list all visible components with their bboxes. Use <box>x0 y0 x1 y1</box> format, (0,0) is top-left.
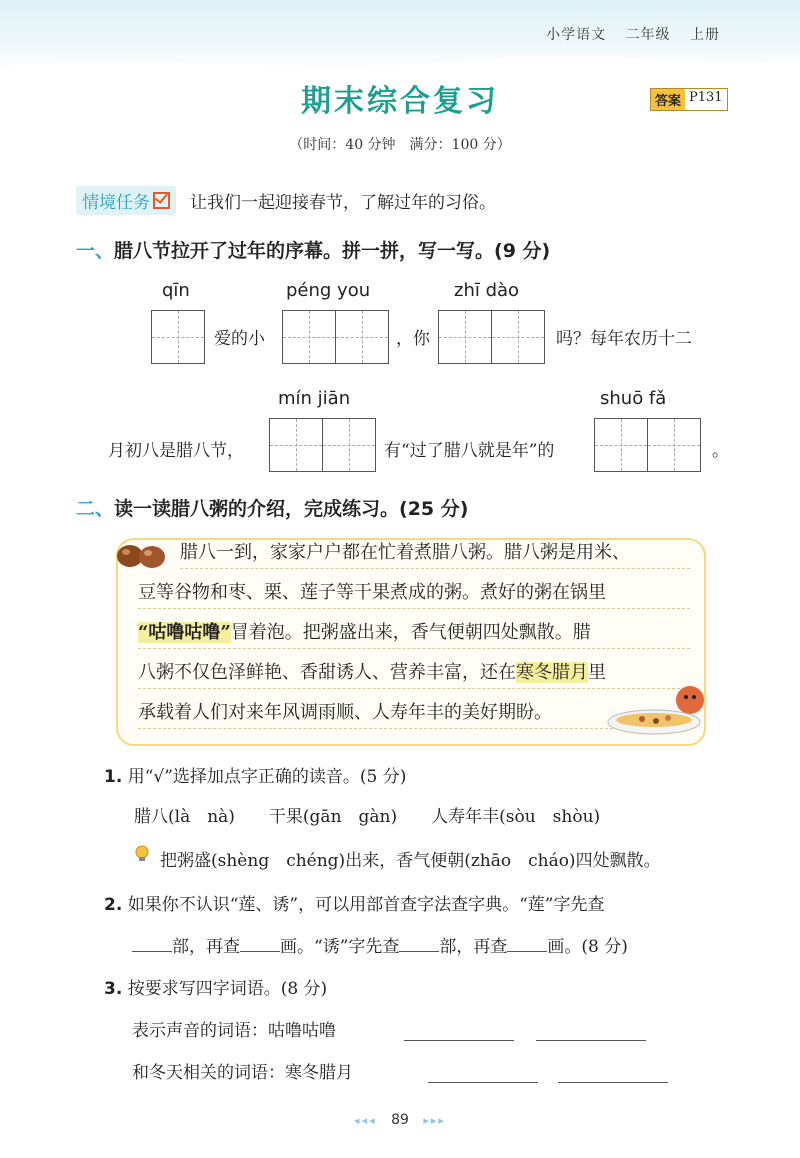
pinyin-zhidao: zhī dào <box>454 280 520 301</box>
passage-line-2: 豆等谷物和枣、栗、莲子等干果煮成的粥。煮好的粥在锅里 <box>138 578 690 609</box>
arrow-right-icon: ▸▸▸ <box>423 1114 446 1127</box>
text-yuechuba: 月初八是腊八节， <box>108 441 244 461</box>
section2-heading <box>76 494 468 521</box>
grid-cell[interactable] <box>283 311 336 363</box>
writing-grid-shuofa[interactable] <box>594 418 701 472</box>
answer-page: P131 <box>685 89 727 110</box>
grid-cell[interactable] <box>152 311 204 363</box>
pinyin-qin: qīn <box>162 280 190 301</box>
chestnut-icon <box>114 540 170 570</box>
task-banner <box>76 186 496 215</box>
q1-row1[interactable]: 腊八(là nà) 干果(gān gàn) 人寿年丰(sòu shòu) <box>134 807 601 827</box>
grid-cell[interactable] <box>270 419 323 471</box>
subject-label: 小学语文 <box>546 27 607 43</box>
lightbulb-icon <box>132 844 152 864</box>
page-title: 期末综合复习 <box>301 84 499 119</box>
answer-label: 答案 <box>651 89 685 110</box>
text-period: 。 <box>712 441 729 461</box>
q3-sound-blank-2[interactable] <box>536 1040 646 1041</box>
q1-row2[interactable]: 把粥盛(shèng chéng)出来，香气便朝(zhāo cháo)四处飘散。 <box>160 851 661 871</box>
pinyin-pengyou: péng you <box>286 280 371 301</box>
q1-text: 用“√”选择加点字正确的读音。(5 分) <box>127 767 407 787</box>
q3-winter-blank-1[interactable] <box>428 1082 538 1083</box>
writing-grid-pengyou[interactable] <box>282 310 389 364</box>
q3-text: 按要求写四字词语。(8 分) <box>127 979 328 999</box>
section1-title: 腊八节拉开了过年的序幕。拼一拼，写一写。(9 分) <box>114 240 551 262</box>
task-text: 让我们一起迎接春节，了解过年的习俗。 <box>190 193 496 213</box>
section1-number: 一、 <box>76 240 115 262</box>
q1-number: 1. <box>104 767 123 787</box>
q2-part-4: 画。(8 分) <box>547 937 628 957</box>
q3-row1-label: 表示声音的词语：咕噜咕噜 <box>132 1021 336 1041</box>
time-info: （时间：40 分钟 满分：100 分） <box>289 137 511 153</box>
grid-cell[interactable] <box>323 419 375 471</box>
passage-line-5: 承载着人们对来年风调雨顺、人寿年丰的美好期盼。 <box>138 698 618 729</box>
blank-lian-bushou[interactable] <box>132 951 172 952</box>
page-number: 89 <box>391 1112 409 1128</box>
passage-line-3-rest: 冒着泡。把粥盛出来，香气便朝四处飘散。腊 <box>230 622 591 643</box>
grid-cell[interactable] <box>492 311 544 363</box>
passage-line-4-end: 里 <box>588 662 606 683</box>
porridge-bowl-icon <box>604 680 708 742</box>
q3-number: 3. <box>104 979 123 999</box>
header-wave-decoration <box>0 40 800 80</box>
q2-number: 2. <box>104 895 123 915</box>
pinyin-minjian: mín jiān <box>278 388 351 409</box>
q3 <box>104 974 327 999</box>
writing-grid-qin[interactable] <box>151 310 205 364</box>
text-ma-meinian: 吗？每年农历十二 <box>556 329 692 349</box>
writing-grid-minjian[interactable] <box>269 418 376 472</box>
passage-line-3 <box>138 618 690 649</box>
section2-number: 二、 <box>76 498 115 520</box>
task-tag <box>76 186 176 215</box>
writing-grid-zhidao[interactable] <box>438 310 545 364</box>
section1-heading <box>76 236 550 263</box>
section2-title: 读一读腊八粥的介绍，完成练习。(25 分) <box>114 498 469 520</box>
answer-reference[interactable] <box>650 88 728 111</box>
highlight-gulu: “咕噜咕噜” <box>138 622 231 643</box>
q1 <box>104 762 406 787</box>
book-header <box>532 24 720 44</box>
passage-line-4-start: 八粥不仅色泽鲜艳、香甜诱人、营养丰富，还在 <box>138 662 516 683</box>
blank-lian-huashu[interactable] <box>240 951 280 952</box>
q3-row2-label: 和冬天相关的词语：寒冬腊月 <box>132 1063 353 1083</box>
checkbox-icon <box>153 192 170 209</box>
highlight-handong: 寒冬腊月 <box>516 662 588 683</box>
blank-you-huashu[interactable] <box>507 951 547 952</box>
text-ai-de-xiao: 爱的小 <box>214 329 265 349</box>
volume-label: 上册 <box>690 27 720 43</box>
pinyin-shuofa: shuō fǎ <box>600 388 667 409</box>
q2-part-2: 画。“诱”字先查 <box>280 937 400 957</box>
blank-you-bushou[interactable] <box>399 951 439 952</box>
task-tag-label: 情境任务 <box>82 193 150 213</box>
q2-part-1: 部，再查 <box>172 937 240 957</box>
text-you-guole: 有“过了腊八就是年”的 <box>384 441 555 461</box>
q2-text: 如果你不认识“莲、诱”，可以用部首查字法查字典。“莲”字先查 <box>127 895 605 915</box>
q2 <box>104 890 604 915</box>
grid-cell[interactable] <box>336 311 388 363</box>
text-ni: ，你 <box>396 329 430 349</box>
grid-cell[interactable] <box>595 419 648 471</box>
q2-blanks-row <box>132 932 628 957</box>
grade-label: 二年级 <box>625 27 671 43</box>
passage-line-1: 腊八一到，家家户户都在忙着煮腊八粥。腊八粥是用米、 <box>180 538 690 569</box>
grid-cell[interactable] <box>439 311 492 363</box>
page-footer <box>0 1112 800 1128</box>
q3-winter-blank-2[interactable] <box>558 1082 668 1083</box>
q3-sound-blank-1[interactable] <box>404 1040 514 1041</box>
grid-cell[interactable] <box>648 419 700 471</box>
q2-part-3: 部，再查 <box>439 937 508 957</box>
arrow-left-icon: ◂◂◂ <box>354 1114 377 1127</box>
